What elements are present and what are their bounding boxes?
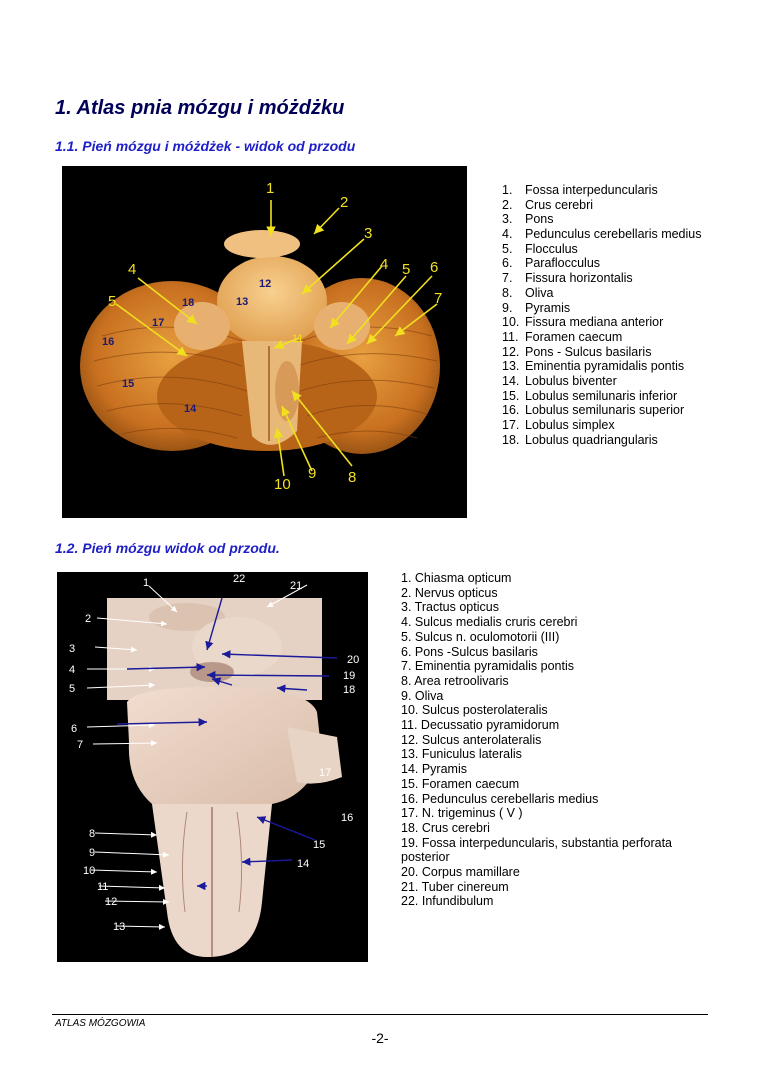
fig2-label: 15: [313, 839, 326, 851]
fig2-label: 10: [83, 865, 96, 877]
fig1-label: 11: [292, 333, 304, 345]
legend-item: 14. Pyramis: [401, 762, 467, 777]
fig1-label: 4: [380, 256, 389, 273]
fig1-label: 12: [259, 278, 272, 290]
fig2-label: 18: [343, 684, 356, 696]
fig1-label: 10: [274, 476, 291, 493]
fig2-label: 20: [347, 654, 360, 666]
fig2-label: 2: [85, 613, 92, 625]
section-2-title: 1.2. Pień mózgu widok od przodu.: [55, 540, 280, 556]
fig1-label: 8: [348, 469, 357, 486]
fig2-label: 5: [69, 683, 76, 695]
legend-item: 5. Sulcus n. oculomotorii (III): [401, 629, 560, 644]
fig2-label: 6: [71, 723, 78, 735]
legend-item: 13. Funiculus lateralis: [401, 747, 522, 762]
legend-item: 8. Oliva: [502, 285, 554, 300]
fig2-label: 17: [319, 767, 332, 779]
section-1-title: 1.1. Pień mózgu i móżdżek - widok od przodu: [55, 138, 356, 154]
fig2-label: 4: [69, 664, 76, 676]
legend-item: 4. Sulcus medialis cruris cerebri: [401, 615, 578, 630]
legend-item: 6. Pons -Sulcus basilaris: [401, 644, 538, 659]
fig1-label: 9: [308, 465, 317, 482]
legend-item: 10. Fissura mediana anterior: [502, 315, 664, 330]
fig1-label: 17: [152, 317, 165, 329]
fig1-label: 2: [340, 194, 349, 211]
legend-item: 20. Corpus mamillare: [401, 865, 520, 880]
legend-item: 3. Tractus opticus: [401, 600, 499, 615]
fig1-label: 6: [430, 259, 439, 276]
fig2-label: 11: [97, 881, 109, 893]
page-title: 1. Atlas pnia mózgu i móżdżku: [55, 97, 345, 119]
legend-item: 5. Flocculus: [502, 241, 578, 256]
legend-item: 15. Foramen caecum: [401, 776, 520, 791]
fig1-label: 16: [102, 336, 115, 348]
figure-brainstem-front: [57, 572, 368, 962]
fig2-label: 16: [341, 812, 354, 824]
legend-item: 11. Foramen caecum: [502, 329, 623, 344]
fig1-label: 14: [184, 403, 197, 415]
figure-1-legend: [502, 183, 727, 447]
legend-item: 6. Paraflocculus: [502, 256, 601, 271]
fig2-label: 7: [77, 739, 84, 751]
fig1-label: 15: [122, 378, 135, 390]
fig2-label: 14: [297, 858, 310, 870]
legend-item: 9. Pyramis: [502, 300, 571, 315]
legend-item: 1. Chiasma opticum: [401, 571, 512, 585]
legend-item: 11. Decussatio pyramidorum: [401, 718, 560, 733]
legend-item: 18. Lobulus quadriangularis: [502, 432, 658, 447]
legend-item: 10. Sulcus posterolateralis: [401, 703, 548, 718]
legend-item: 18. Crus cerebri: [401, 820, 490, 835]
page-number: -2-: [371, 1030, 389, 1046]
fig1-label: 5: [402, 261, 411, 278]
legend-item: 12. Sulcus anterolateralis: [401, 732, 542, 747]
fig2-label: 19: [343, 670, 356, 682]
legend-item: 17. Lobulus simplex: [502, 418, 615, 432]
legend-item: 9. Oliva: [401, 688, 444, 703]
figure-2-drawing: [57, 572, 368, 962]
legend-item: 2. Crus cerebri: [502, 197, 594, 212]
fig2-label: 22: [233, 573, 246, 585]
fig1-label: 13: [236, 296, 249, 308]
pons: [217, 256, 327, 346]
figure-2-legend: [401, 571, 701, 909]
legend-item: 3. Pons: [502, 212, 554, 227]
fig1-label: 3: [364, 225, 373, 242]
fig2-label: 9: [89, 847, 96, 859]
legend-item: 15. Lobulus semilunaris inferior: [502, 388, 678, 403]
footer-divider: [52, 1014, 708, 1015]
legend-item: 4. Pedunculus cerebellaris medius: [502, 227, 702, 242]
legend-item: 21. Tuber cinereum: [401, 879, 509, 894]
legend-item: 22. Infundibulum: [401, 894, 494, 909]
fig1-label: 18: [182, 297, 195, 309]
footer-label: ATLAS MÓZGOWIA: [55, 1018, 146, 1029]
legend-item: 19. Fossa interpeduncularis, substantia perforata posterior: [401, 835, 672, 865]
legend-item: 13. Eminentia pyramidalis pontis: [502, 359, 685, 374]
fig2-label: 1: [143, 577, 150, 589]
fig2-label: 3: [69, 643, 76, 655]
fig1-label: 4: [128, 261, 137, 278]
fig2-label: 21: [290, 580, 303, 592]
legend-item: 16. Lobulus semilunaris superior: [502, 403, 685, 418]
fig1-label: 7: [434, 290, 443, 307]
fig1-label: 5: [108, 293, 117, 310]
fig2-label: 8: [89, 828, 96, 840]
legend-item: 17. N. trigeminus ( V ): [401, 806, 523, 821]
legend-item: 7. Eminentia pyramidalis pontis: [401, 659, 574, 674]
figure-brainstem-cerebellum-front: [62, 166, 467, 518]
fig2-label: 12: [105, 896, 118, 908]
legend-item: 2. Nervus opticus: [401, 585, 498, 600]
fig2-label: 13: [113, 921, 126, 933]
legend-item: 14. Lobulus biventer: [502, 373, 617, 388]
figure-1-drawing: [62, 166, 467, 518]
legend-item: 7. Fissura horizontalis: [502, 271, 633, 286]
legend-item: 12. Pons - Sulcus basilaris: [502, 344, 652, 359]
crus-cerebri: [224, 230, 300, 258]
legend-item: 1. Fossa interpeduncularis: [502, 183, 658, 197]
fig1-label: 1: [266, 180, 275, 197]
legend-item: 8. Area retroolivaris: [401, 673, 509, 688]
legend-item: 16. Pedunculus cerebellaris medius: [401, 791, 599, 806]
